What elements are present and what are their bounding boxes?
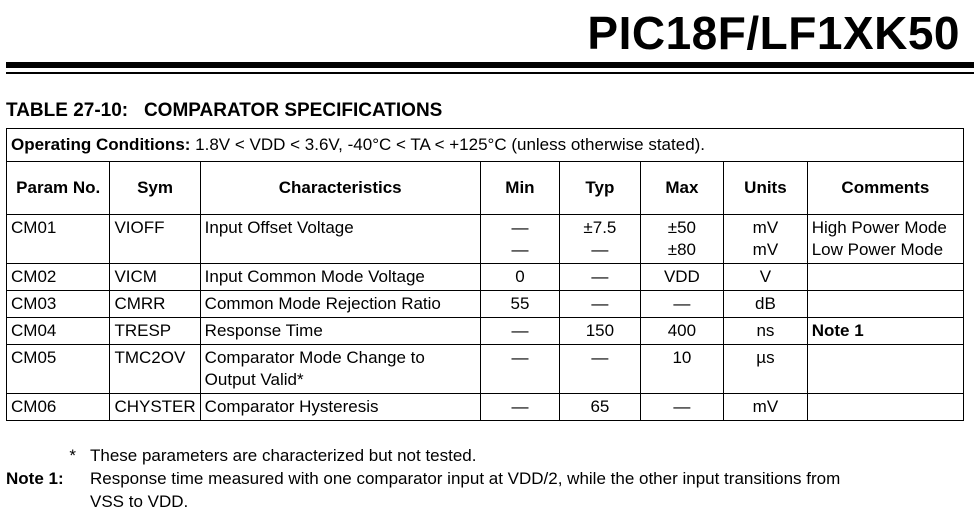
typ-cell: 65	[560, 394, 640, 421]
min-cell: — —	[480, 215, 559, 264]
footnote-star	[6, 444, 870, 467]
param-cell: CM04	[7, 318, 110, 345]
sym-cell: CMRR	[110, 291, 200, 318]
footnote-star-text: These parameters are characterized but not tested.	[90, 446, 477, 465]
col-header-param: Param No.	[7, 162, 110, 215]
table-row	[7, 394, 964, 421]
characteristic-cell: Common Mode Rejection Ratio	[200, 291, 480, 318]
min-cell: 0	[480, 264, 559, 291]
max-cell: —	[640, 291, 723, 318]
max-cell: 10	[640, 345, 723, 394]
param-cell: CM03	[7, 291, 110, 318]
op-cond-label: Operating Conditions:	[11, 135, 191, 154]
table-row	[7, 345, 964, 394]
param-cell: CM05	[7, 345, 110, 394]
min-cell: —	[480, 394, 559, 421]
units-cell: V	[724, 264, 808, 291]
document-part-number: PIC18F/LF1XK50	[587, 7, 960, 59]
col-header-units: Units	[724, 162, 808, 215]
header-rule-thin	[6, 72, 974, 74]
max-cell: VDD	[640, 264, 723, 291]
units-cell: mV mV	[724, 215, 808, 264]
min-cell: —	[480, 345, 559, 394]
characteristic-cell: Comparator Mode Change to Output Valid*	[200, 345, 480, 394]
max-cell: ±50 ±80	[640, 215, 723, 264]
sym-cell: TRESP	[110, 318, 200, 345]
comments-cell	[807, 264, 963, 291]
param-cell: CM02	[7, 264, 110, 291]
characteristic-cell: Response Time	[200, 318, 480, 345]
table-row	[7, 264, 964, 291]
units-cell: dB	[724, 291, 808, 318]
units-cell: ns	[724, 318, 808, 345]
units-cell: µs	[724, 345, 808, 394]
typ-cell: —	[560, 264, 640, 291]
table-row	[7, 291, 964, 318]
characteristic-cell: Comparator Hysteresis	[200, 394, 480, 421]
col-header-characteristics: Characteristics	[200, 162, 480, 215]
operating-conditions-row	[7, 129, 964, 162]
col-header-max: Max	[640, 162, 723, 215]
note-1-text: Response time measured with one comparator input at VDD/2, while the other input transitions from VSS to VDD.	[90, 469, 841, 511]
comments-cell: High Power Mode Low Power Mode	[807, 215, 963, 264]
min-cell: —	[480, 318, 559, 345]
typ-cell: ±7.5 —	[560, 215, 640, 264]
max-cell: 400	[640, 318, 723, 345]
table-header-row	[7, 162, 964, 215]
table-row	[7, 318, 964, 345]
max-cell: —	[640, 394, 723, 421]
typ-cell: —	[560, 345, 640, 394]
comments-cell: Note 1	[807, 318, 963, 345]
op-cond-text: 1.8V < VDD < 3.6V, -40°C < TA < +125°C (unless otherwise stated).	[190, 135, 706, 154]
comments-cell	[807, 291, 963, 318]
characteristic-cell: Input Common Mode Voltage	[200, 264, 480, 291]
table-title: TABLE 27-10: COMPARATOR SPECIFICATIONS	[6, 100, 443, 121]
comments-cell	[807, 394, 963, 421]
units-cell: mV	[724, 394, 808, 421]
header-rule-thick	[6, 62, 974, 68]
note-1-key: Note 1:	[6, 469, 64, 488]
col-header-sym: Sym	[110, 162, 200, 215]
table-notes	[6, 444, 870, 513]
operating-conditions	[7, 129, 964, 162]
note-1	[6, 467, 870, 513]
characteristic-cell: Input Offset Voltage	[200, 215, 480, 264]
typ-cell: 150	[560, 318, 640, 345]
col-header-typ: Typ	[560, 162, 640, 215]
param-cell: CM06	[7, 394, 110, 421]
col-header-comments: Comments	[807, 162, 963, 215]
comparator-spec-table	[6, 128, 964, 421]
sym-cell: TMC2OV	[110, 345, 200, 394]
col-header-min: Min	[480, 162, 559, 215]
param-cell: CM01	[7, 215, 110, 264]
sym-cell: VICM	[110, 264, 200, 291]
footnote-star-key: *	[69, 446, 76, 465]
min-cell: 55	[480, 291, 559, 318]
sym-cell: VIOFF	[110, 215, 200, 264]
sym-cell: CHYSTER	[110, 394, 200, 421]
comments-cell	[807, 345, 963, 394]
typ-cell: —	[560, 291, 640, 318]
table-row	[7, 215, 964, 264]
